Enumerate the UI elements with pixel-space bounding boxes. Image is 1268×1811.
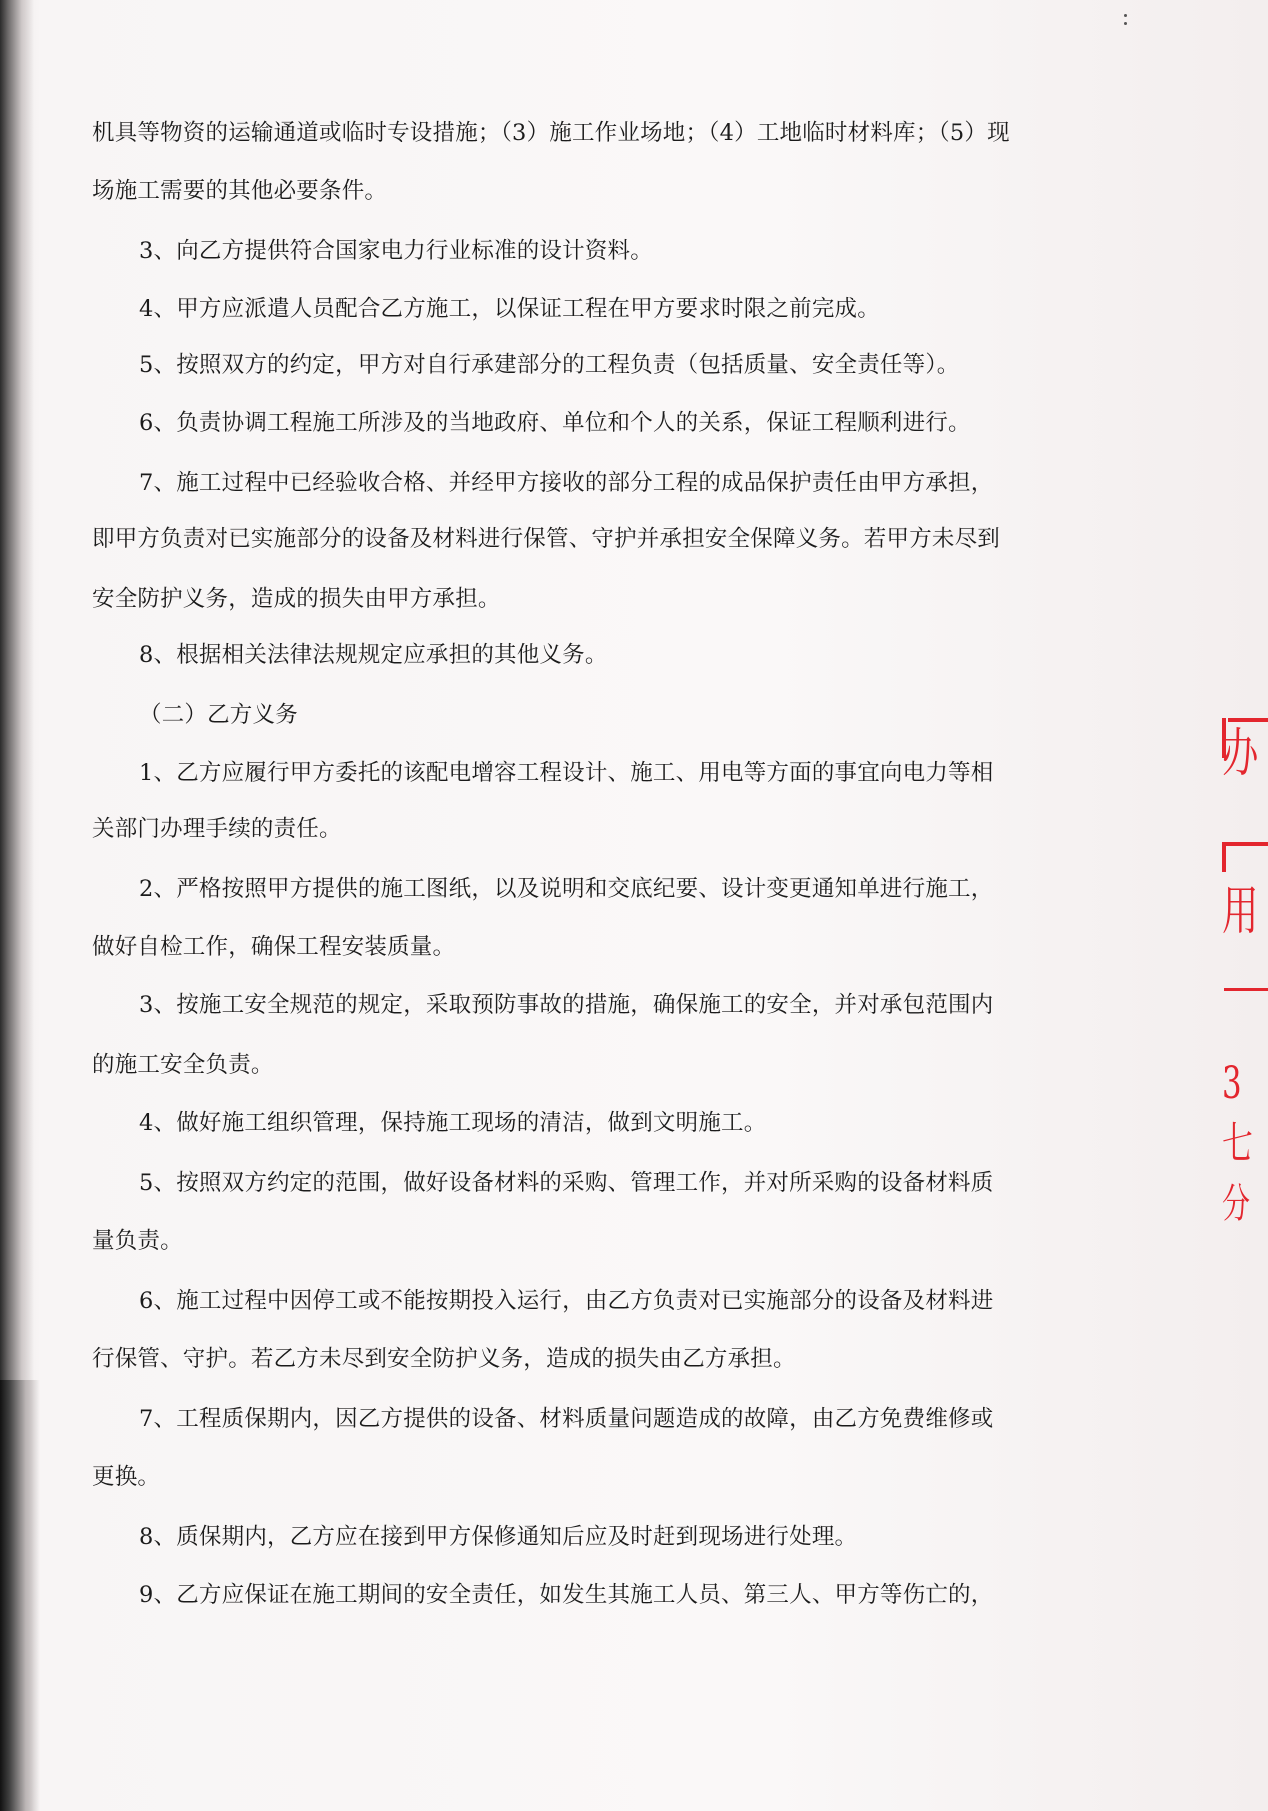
seal-border: [1222, 842, 1226, 872]
seal-char: 3: [1222, 1058, 1242, 1109]
paragraph-line: 3、按施工安全规范的规定，采取预防事故的措施，确保施工的安全，并对承包范围内: [139, 992, 994, 1018]
seal-char: 分: [1222, 1181, 1250, 1227]
seal-char: 办: [1222, 724, 1259, 784]
paragraph-line: 的施工安全负责。: [92, 1052, 274, 1078]
paragraph-line: 4、做好施工组织管理，保持施工现场的清洁，做到文明施工。: [139, 1110, 767, 1136]
paragraph-line: 机具等物资的运输通道或临时专设措施；（3）施工作业场地；（4）工地临时材料库；（5）现: [92, 120, 1010, 146]
paragraph-line: 安全防护义务，造成的损失由甲方承担。: [92, 586, 501, 612]
paragraph-line: 场施工需要的其他必要条件。: [92, 178, 388, 204]
paragraph-line: 6、施工过程中因停工或不能按期投入运行，由乙方负责对已实施部分的设备及材料进: [139, 1288, 994, 1314]
scan-edge-shadow-bottom: [0, 1380, 40, 1811]
paragraph-line: 量负责。: [92, 1228, 183, 1254]
paragraph-line: 1、乙方应履行甲方委托的该配电增容工程设计、施工、用电等方面的事宜向电力等相: [139, 760, 994, 786]
paragraph-line: 7、工程质保期内，因乙方提供的设备、材料质量问题造成的故障，由乙方免费维修或: [139, 1406, 994, 1432]
paragraph-line: 9、乙方应保证在施工期间的安全责任，如发生其施工人员、第三人、甲方等伤亡的，: [139, 1582, 994, 1608]
scan-speck: [1124, 22, 1127, 25]
paragraph-line: 关部门办理手续的责任。: [92, 816, 342, 842]
paragraph-line: 7、施工过程中已经验收合格、并经甲方接收的部分工程的成品保护责任由甲方承担，: [139, 470, 994, 496]
red-seal-stamp: [1218, 718, 1268, 1318]
paragraph-line: 3、向乙方提供符合国家电力行业标准的设计资料。: [139, 238, 653, 264]
paragraph-line: 5、按照双方的约定，甲方对自行承建部分的工程负责（包括质量、安全责任等）。: [139, 352, 960, 378]
paragraph-line: 做好自检工作，确保工程安装质量。: [92, 934, 456, 960]
section-heading: （二）乙方义务: [139, 702, 298, 728]
seal-border: [1224, 988, 1268, 991]
paragraph-line: 5、按照双方约定的范围，做好设备材料的采购、管理工作，并对所采购的设备材料质: [139, 1170, 994, 1196]
paragraph-line: 8、质保期内，乙方应在接到甲方保修通知后应及时赶到现场进行处理。: [139, 1524, 858, 1550]
paragraph-line: 更换。: [92, 1464, 161, 1490]
scan-speck: [1124, 14, 1127, 17]
paragraph-line: 4、甲方应派遣人员配合乙方施工，以保证工程在甲方要求时限之前完成。: [139, 296, 880, 322]
paragraph-line: 即甲方负责对已实施部分的设备及材料进行保管、守护并承担安全保障义务。若甲方未尽到: [92, 526, 1001, 552]
seal-border: [1226, 842, 1268, 846]
seal-border: [1228, 718, 1268, 722]
paragraph-line: 6、负责协调工程施工所涉及的当地政府、单位和个人的关系，保证工程顺利进行。: [139, 410, 971, 436]
paragraph-line: 8、根据相关法律法规规定应承担的其他义务。: [139, 642, 608, 668]
paragraph-line: 行保管、守护。若乙方未尽到安全防护义务，造成的损失由乙方承担。: [92, 1346, 796, 1372]
seal-char: 七: [1222, 1118, 1253, 1169]
seal-char: 用: [1222, 882, 1259, 942]
paragraph-line: 2、严格按照甲方提供的施工图纸，以及说明和交底纪要、设计变更通知单进行施工，: [139, 876, 994, 902]
